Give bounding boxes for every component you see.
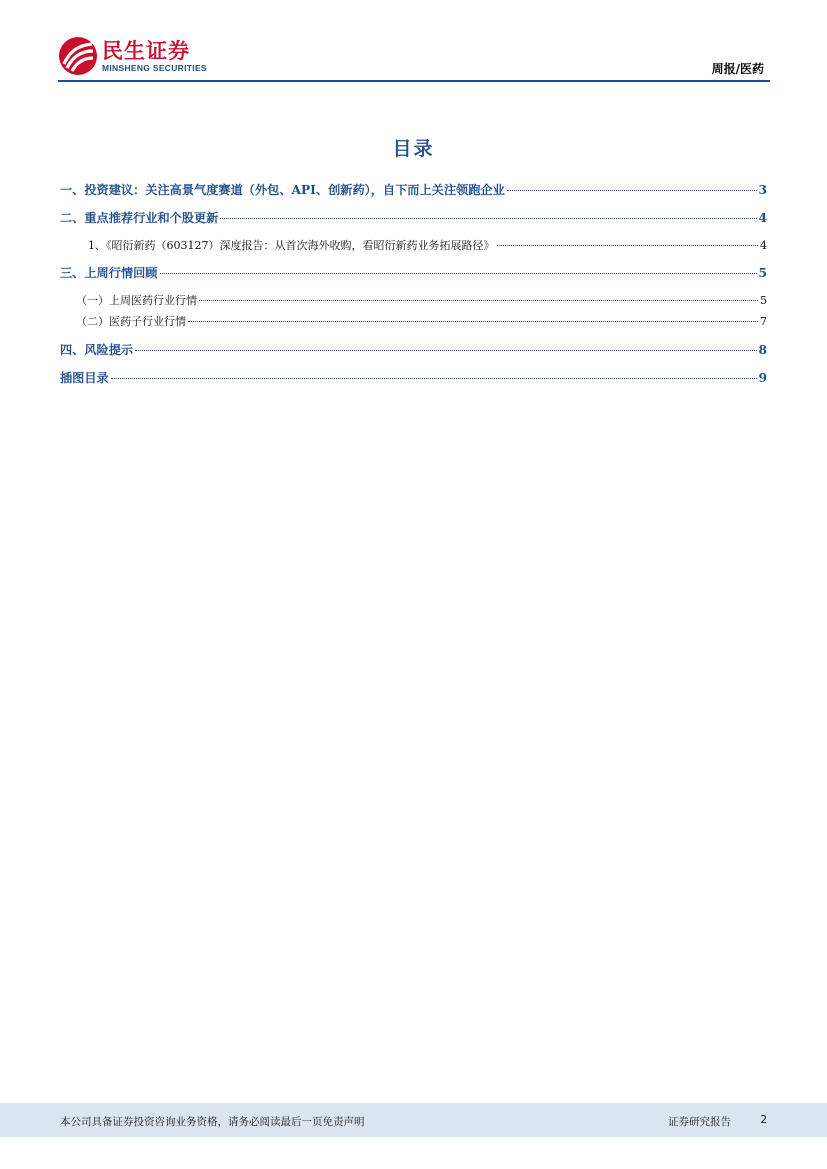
toc-entry-text: 1、《昭衍新药（603127）深度报告：从首次海外收购，看昭衍新药业务拓展路径》 <box>88 239 495 252</box>
footer-doc-type: 证券研究报告 <box>668 1116 731 1128</box>
toc-entry-text: 插图目录 <box>60 371 109 385</box>
toc-entry-page: 4 <box>760 239 767 252</box>
toc-entry-page: 4 <box>758 211 767 225</box>
toc-entry[interactable] <box>60 181 767 198</box>
toc-entry-page: 5 <box>758 266 767 280</box>
toc-entry-page: 5 <box>760 294 767 307</box>
header-divider <box>58 80 770 82</box>
toc-entry-text: 一、投资建议：关注高景气度赛道（外包、API、创新药），自下而上关注领跑企业 <box>60 183 505 197</box>
toc-entry-text: （二）医药子行业行情 <box>76 315 186 328</box>
report-type: 周报/医药 <box>711 62 764 76</box>
minsheng-logo-icon <box>58 36 98 76</box>
toc-entry-page: 8 <box>758 343 767 357</box>
toc-entry-text: （一）上周医药行业行情 <box>76 294 197 307</box>
toc-leader-dots <box>135 350 756 351</box>
page-header <box>58 36 770 86</box>
toc-leader-dots <box>111 378 757 379</box>
brand-name-cn: 民生证券 <box>102 38 190 63</box>
toc-entry-text: 四、风险提示 <box>60 343 134 357</box>
company-logo <box>58 36 207 76</box>
page-footer <box>0 1103 827 1137</box>
toc-entry-page: 7 <box>760 315 767 328</box>
toc-entry[interactable] <box>60 209 767 226</box>
toc-leader-dots <box>220 218 756 219</box>
toc-entry-page: 9 <box>758 371 767 385</box>
toc-subentry[interactable] <box>88 237 767 253</box>
toc-subentry[interactable] <box>76 292 767 308</box>
toc-entry[interactable] <box>60 264 767 281</box>
toc-leader-dots <box>199 300 758 301</box>
toc-leader-dots <box>188 321 758 322</box>
toc-subentry[interactable] <box>76 313 767 329</box>
toc-entry-page: 3 <box>758 183 767 197</box>
toc-leader-dots <box>160 273 757 274</box>
page-number: 2 <box>760 1114 767 1126</box>
toc-leader-dots <box>507 190 757 191</box>
toc-entry[interactable] <box>60 341 767 358</box>
brand-name-en: MINSHENG SECURITIES <box>102 62 207 73</box>
footer-disclaimer: 本公司具备证券投资咨询业务资格，请务必阅读最后一页免责声明 <box>60 1116 365 1128</box>
toc-leader-dots <box>497 245 759 246</box>
toc-title: 目录 <box>392 138 435 160</box>
toc-entry-text: 三、上周行情回顾 <box>60 266 158 280</box>
toc-entry[interactable] <box>60 369 767 386</box>
toc-entry-text: 二、重点推荐行业和个股更新 <box>60 211 219 225</box>
